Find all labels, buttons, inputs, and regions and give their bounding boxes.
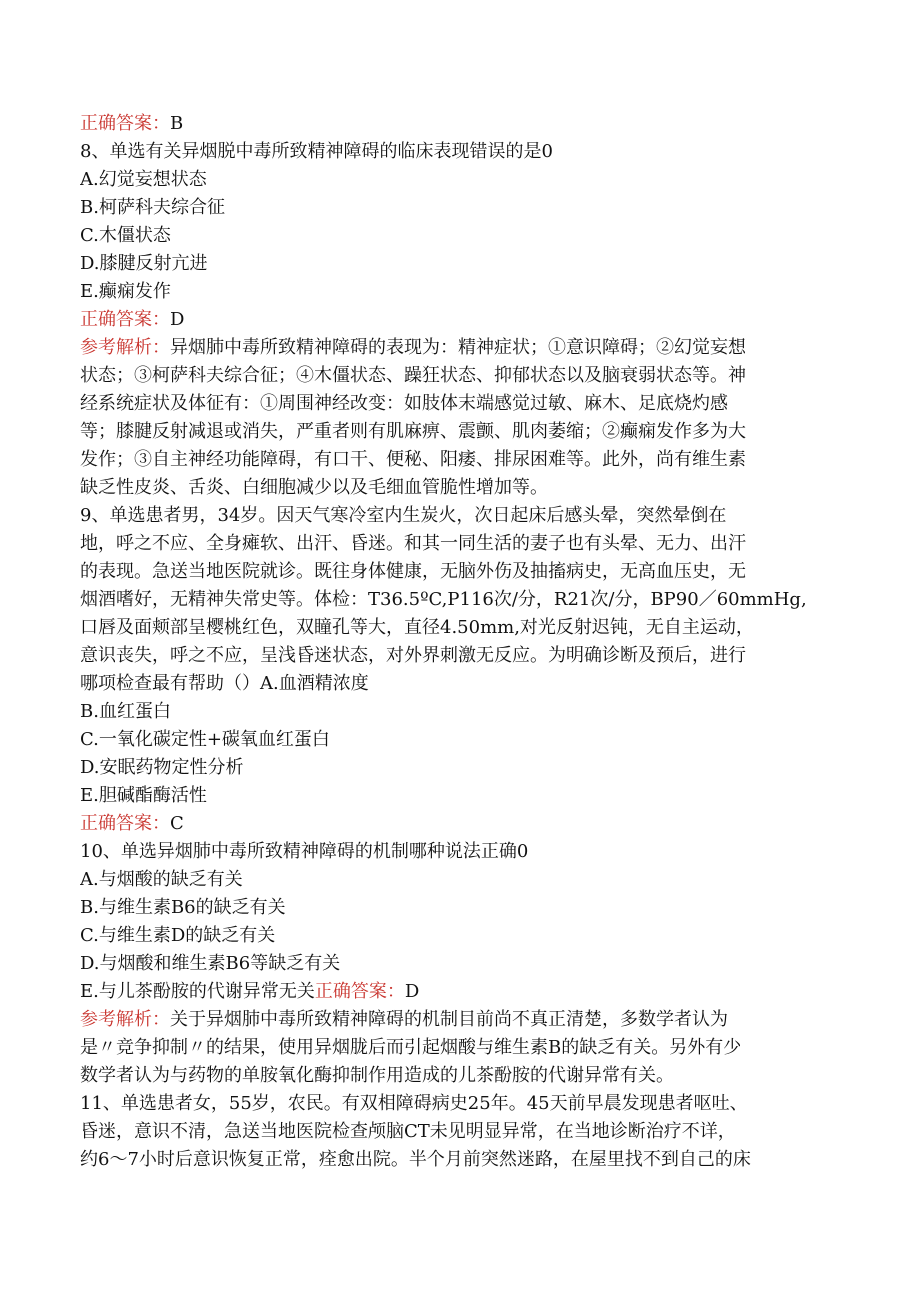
question-10-option-c: C.与维生素D的缺乏有关	[80, 925, 276, 946]
question-10-option-b: B.与维生素B6的缺乏有关	[80, 897, 286, 918]
answer-value: D	[404, 981, 420, 1002]
question-8-option-c: C.木僵状态	[80, 225, 171, 246]
question-8-option-b: B.柯萨科夫综合征	[80, 197, 225, 218]
answer-line	[80, 110, 850, 138]
answer-label: 正确答案：	[80, 813, 170, 834]
question-11-stem-line: 约6～7小时后意识恢复正常，痊愈出院。半个月前突然迷路，在屋里找不到自己的床	[80, 1149, 751, 1170]
analysis-line: 等；膝腱反射减退或消失，严重者则有肌麻痹、震颤、肌肉萎缩；②癫痫发作多为大	[80, 421, 746, 442]
analysis-line	[80, 1006, 850, 1034]
question-8-option-a: A.幻觉妄想状态	[80, 169, 207, 190]
question-10-option-e-with-answer	[80, 978, 850, 1006]
question-8-option-e: E.癫痫发作	[80, 281, 171, 302]
analysis-line: 是〃竞争抑制〃的结果，使用异烟胧后而引起烟酸与维生素B的缺乏有关。另外有少	[80, 1037, 742, 1058]
analysis-line	[80, 334, 850, 362]
answer-line	[80, 810, 850, 838]
answer-line	[80, 306, 850, 334]
answer-label: 正确答案：	[314, 981, 405, 1002]
answer-label: 正确答案：	[80, 309, 170, 330]
analysis-line: 数学者认为与药物的单胺氧化酶抑制作用造成的儿茶酚胺的代谢异常有关。	[80, 1065, 674, 1086]
question-9-stem-line: 的表现。急送当地医院就诊。既往身体健康，无脑外伤及抽搐病史，无高血压史，无	[80, 561, 746, 582]
question-9-option-d: D.安眠药物定性分析	[80, 757, 244, 778]
question-9-stem-line: 哪项检查最有帮助（）A.血酒精浓度	[80, 673, 369, 694]
analysis-line: 经系统症状及体征有：①周围神经改变：如肢体末端感觉过敏、麻木、足底烧灼感	[80, 393, 728, 414]
question-9-stem-line: 意识丧失，呼之不应，呈浅昏迷状态，对外界刺激无反应。为明确诊断及预后，进行	[80, 645, 746, 666]
analysis-label: 参考解析：	[80, 337, 170, 358]
question-9-option-b: B.血红蛋白	[80, 701, 171, 722]
question-8-option-d: D.膝腱反射亢进	[80, 253, 208, 274]
answer-value: C	[170, 813, 184, 834]
question-9-stem-line: 9、单选患者男，34岁。因天气寒冷室内生炭火，次日起床后感头晕，突然晕倒在	[80, 505, 727, 526]
analysis-text: 异烟肺中毒所致精神障碍的表现为：精神症状；①意识障碍；②幻觉妄想	[170, 337, 746, 358]
answer-label: 正确答案：	[80, 113, 170, 134]
question-10-option-d: D.与烟酸和维生素B6等缺乏有关	[80, 953, 341, 974]
analysis-line: 状态；③柯萨科夫综合征；④木僵状态、躁狂状态、抑郁状态以及脑衰弱状态等。神	[80, 365, 746, 386]
analysis-label: 参考解析：	[80, 1009, 170, 1030]
question-9-stem-line: 地，呼之不应、全身瘫软、出汗、昏迷。和其一同生活的妻子也有头晕、无力、出汗	[80, 533, 746, 554]
question-9-option-c: C.一氧化碳定性+碳氧血红蛋白	[80, 729, 330, 750]
question-8-stem: 8、单选有关异烟脱中毒所致精神障碍的临床表现错误的是0	[80, 141, 553, 162]
question-9-option-e: E.胆碱酯酶活性	[80, 785, 207, 806]
question-10-option-e: E.与儿茶酚胺的代谢异常无关	[80, 981, 315, 1002]
question-11-stem-line: 11、单选患者女，55岁，农民。有双相障碍病史25年。45天前早晨发现患者呕吐、	[80, 1093, 748, 1114]
analysis-text: 关于异烟肺中毒所致精神障碍的机制目前尚不真正清楚，多数学者认为	[170, 1009, 728, 1030]
answer-value: D	[170, 309, 185, 330]
question-9-stem-line: 口唇及面颊部呈樱桃红色，双瞳孔等大，直径4.50mm,对光反射迟钝，无自主运动，	[80, 617, 754, 638]
question-9-stem-line: 烟酒嗜好，无精神失常史等。体检：T36.5ºC,P116次/分，R21次/分，BP90／60mmHg,	[80, 589, 807, 610]
question-10-option-a: A.与烟酸的缺乏有关	[80, 869, 243, 890]
question-10-stem: 10、单选异烟肺中毒所致精神障碍的机制哪种说法正确0	[80, 841, 529, 862]
question-11-stem-line: 昏迷，意识不清，急送当地医院检查颅脑CT未见明显异常，在当地诊断治疗不详，	[80, 1121, 736, 1142]
analysis-line: 缺乏性皮炎、舌炎、白细胞减少以及毛细血管脆性增加等。	[80, 477, 548, 498]
analysis-line: 发作；③自主神经功能障碍，有口干、便秘、阳痿、排尿困难等。此外，尚有维生素	[80, 449, 746, 470]
answer-value: B	[170, 113, 184, 134]
